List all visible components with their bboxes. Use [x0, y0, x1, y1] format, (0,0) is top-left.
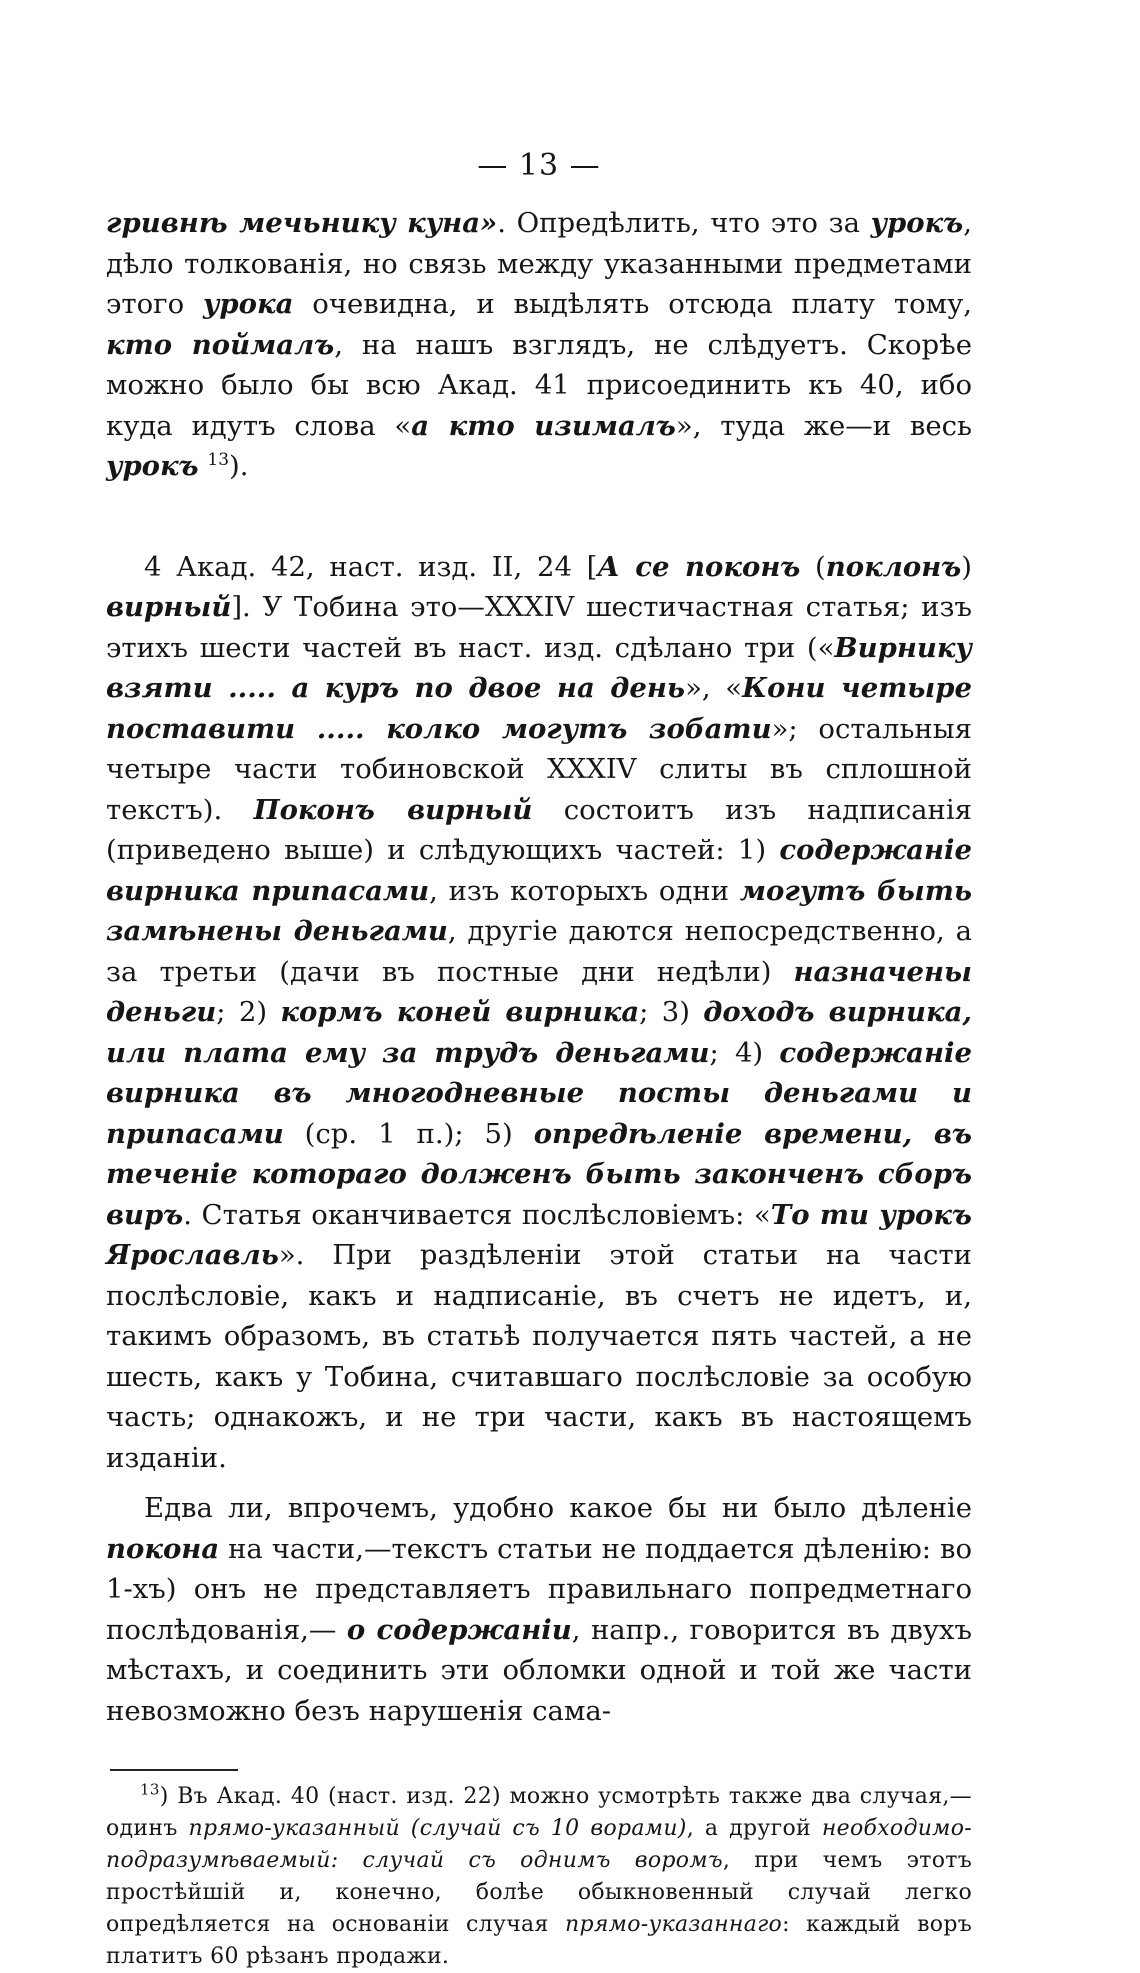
text-run: ). — [229, 450, 249, 482]
text-run: состоитъ изъ надписанія (приведено выше) и слѣдующихъ частей: 1) — [106, 793, 973, 866]
italic-text: поклонъ — [825, 550, 962, 583]
italic-text: Вирнику взяти ..... а куръ по двое на день — [106, 631, 972, 704]
paragraph-2 — [106, 547, 972, 1479]
italic-text: прямо-указанный (случай съ 10 ворами) — [188, 1816, 687, 1841]
text-run: ; 3) — [639, 996, 704, 1028]
text-run: очевидна, и выдѣлять отсюда плату тому, — [293, 288, 972, 320]
text-run: ; 2) — [216, 996, 281, 1028]
italic-text: доходъ вирника, или плата ему за трудъ деньгами — [106, 996, 972, 1069]
italic-text: назначены деньги — [106, 955, 972, 1028]
italic-text: То ти урокъ Ярославль — [106, 1198, 973, 1271]
text-run: ». При раздѣленіи этой статьи на части послѣсловіе, какъ и надписаніе, въ счетъ не идетъ, и, такимъ образомъ, въ статьѣ получается пять частей, а не шесть, какъ у Тобина, считавшаго послѣсловіе за особую часть; однакожъ, и не три части, какъ въ настоящемъ изданіи. — [106, 1239, 972, 1474]
italic-text: Кони четыре поставити ..... колко могутъ зобати — [106, 672, 972, 745]
text-run: : каждый воръ платитъ 60 рѣзанъ продажи. — [106, 1912, 972, 1969]
text-run: Едва ли, впрочемъ, удобно какое бы ни было дѣленіе — [144, 1492, 972, 1524]
footnote-ref: 13 — [140, 1780, 160, 1799]
text-run: », туда же—и весь — [675, 409, 973, 442]
page-number: — 13 — — [477, 148, 601, 183]
text-run: (ср. 1 п.); 5) — [283, 1117, 534, 1150]
italic-text: прямо-указаннаго — [564, 1912, 783, 1937]
text-run: , изъ которыхъ одни — [429, 874, 740, 907]
text-run: ]. У Тобина это—XXXIV шестичастная статья; изъ этихъ шести частей въ наст. изд. сдѣлано три (« — [106, 591, 972, 664]
italic-text: А се поконъ — [597, 550, 801, 583]
text-run: ) — [961, 550, 972, 583]
text-run: , дѣло толкованія, но связь между указанными предметами этого — [106, 207, 972, 320]
paragraph-3 — [106, 1488, 972, 1731]
text-run: . Статья оканчивается послѣсловіемъ: « — [183, 1198, 771, 1231]
paragraph-1 — [106, 203, 972, 487]
text-run: , напр., говорится въ двухъ мѣстахъ, и соединить эти обломки одной и той же части невозможно безъ нарушенія сама- — [106, 1613, 973, 1727]
italic-text: могутъ быть замѣнены деньгами — [106, 874, 972, 947]
text-run: »; остальныя четыре части тобиновской XXXIV слиты въ сплошной текстъ). — [106, 712, 972, 826]
italic-text: о содержаніи — [346, 1613, 572, 1646]
text-run: ( — [800, 550, 826, 583]
italic-text: содержаніе вирника припасами — [106, 834, 972, 907]
footnote-divider — [110, 1769, 238, 1771]
italic-text: необходимо-подразумѣваемый: случай съ однимъ воромъ — [106, 1816, 972, 1873]
text-run: ) Въ Акад. 40 (наст. изд. 22) можно усмотрѣть также два случая,—одинъ — [106, 1784, 972, 1841]
italic-text: содержаніе вирника въ многодневные посты деньгами и припасами — [106, 1036, 972, 1150]
italic-text: кормъ коней вирника — [280, 996, 640, 1028]
text-run: , другіе даются непосредственно, а за третьи (дачи въ постные дни недѣли) — [106, 915, 973, 988]
italic-text: гривнѣ мечьнику куна» — [106, 207, 498, 239]
footnote-13 — [106, 1781, 972, 1973]
italic-text: опредѣленіе времени, въ теченіе котораго долженъ быть законченъ сборъ виръ — [106, 1117, 972, 1231]
footnote-ref: 13 — [207, 449, 230, 470]
italic-text: урокъ — [870, 207, 964, 239]
text-run: , при чемъ этотъ простѣйшій и, конечно, болѣе обыкновенный случай легко опредѣляется на основаніи случая — [106, 1848, 973, 1937]
italic-text: урока — [202, 288, 294, 320]
text-run: на части,—текстъ статьи не поддается дѣленію: во 1-хъ) онъ не представляетъ правильнаго попредметнаго послѣдованія,— — [106, 1532, 972, 1646]
text-run: . Опредѣлить, что это за — [497, 207, 871, 239]
italic-text: Поконъ вирный — [253, 793, 533, 826]
text-run: ; 4) — [709, 1036, 780, 1069]
italic-text: покона — [106, 1532, 220, 1565]
italic-text: кто поймалъ — [106, 328, 335, 361]
italic-text: урокъ — [106, 450, 199, 482]
text-run: , на нашъ взглядъ, не слѣдуетъ. Скорѣе можно было бы всю Акад. 41 присоединить къ 40, ибо куда идутъ слова « — [106, 328, 972, 442]
text-run: », « — [685, 672, 743, 704]
italic-text: вирный — [106, 591, 232, 623]
text-run: 4 Акад. 42, наст. изд. II, 24 [ — [144, 550, 598, 583]
italic-text: а кто изималъ — [411, 409, 676, 442]
text-run: , а другой — [686, 1816, 822, 1841]
